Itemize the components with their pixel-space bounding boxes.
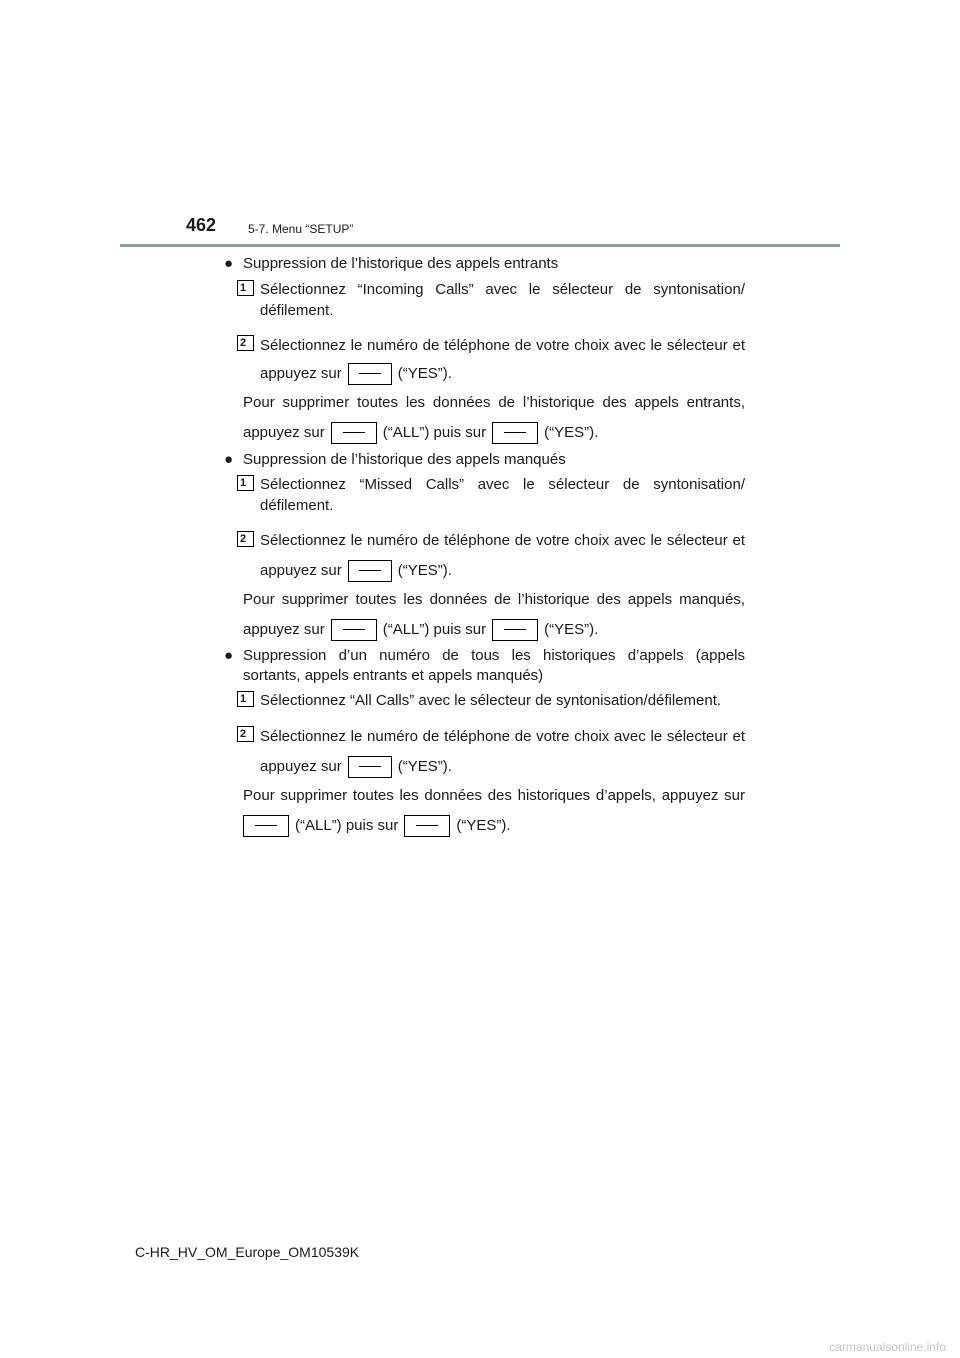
text: (“ALL”) puis sur [382, 423, 487, 441]
section-title: 5-7. Menu “SETUP” [248, 222, 354, 236]
text: (“ALL”) puis sur [295, 816, 399, 834]
note-text-with-buttons [237, 815, 511, 837]
text: (“YES”). [397, 757, 452, 775]
note-text-with-buttons [243, 422, 598, 444]
screen-button-all[interactable] [331, 619, 377, 641]
step-text: Sélectionnez “Missed Calls” avec le sélecteur de syntonisation/ [260, 476, 745, 493]
note-text: Pour supprimer toutes les données des historiques d’appels, appuyez sur [243, 787, 745, 804]
step-text-with-button [260, 756, 452, 778]
section-heading: Suppression de l’historique des appels manqués [243, 451, 566, 468]
step-text: Sélectionnez “Incoming Calls” avec le sélecteur de syntonisation/ [260, 281, 745, 298]
watermark: carmanualsonline.info [829, 1340, 946, 1354]
note-text: Pour supprimer toutes les données de l’historique des appels manqués, [243, 591, 745, 608]
step-number-icon: 2 [237, 531, 254, 547]
step-number-icon: 1 [237, 691, 254, 707]
section-heading: Suppression de l’historique des appels entrants [243, 255, 559, 272]
note-text: Pour supprimer toutes les données de l’historique des appels entrants, [243, 394, 745, 411]
screen-button-yes[interactable] [492, 422, 538, 444]
step-text: Sélectionnez le numéro de téléphone de votre choix avec le sélecteur et [260, 532, 745, 549]
step-number-icon: 1 [237, 475, 254, 491]
screen-button-yes[interactable] [492, 619, 538, 641]
text: appuyez sur [243, 423, 325, 441]
step-text: Sélectionnez le numéro de téléphone de votre choix avec le sélecteur et [260, 728, 745, 745]
step-number-icon: 2 [237, 726, 254, 742]
text: (“YES”). [397, 561, 452, 579]
note-text-with-buttons [243, 619, 598, 641]
screen-button-yes[interactable] [404, 815, 450, 837]
screen-button[interactable] [348, 756, 392, 778]
section-heading: Suppression d’un numéro de tous les historiques d’appels (appels [243, 647, 745, 664]
step-text: défilement. [260, 497, 334, 514]
text: appuyez sur [243, 620, 325, 638]
step-number-icon: 2 [237, 335, 254, 351]
text: (“ALL”) puis sur [382, 620, 487, 638]
text: appuyez sur [260, 757, 342, 775]
step-text-with-button [260, 363, 452, 385]
step-text: Sélectionnez “All Calls” avec le sélecteur de syntonisation/défilement. [260, 692, 722, 709]
page-number: 462 [186, 215, 217, 235]
header-divider [120, 244, 840, 247]
text: appuyez sur [260, 364, 342, 382]
step-number-icon: 1 [237, 280, 254, 296]
bullet-icon: ● [224, 647, 234, 664]
step-text: défilement. [260, 302, 334, 319]
screen-button-all[interactable] [331, 422, 377, 444]
text: appuyez sur [260, 561, 342, 579]
screen-button-all[interactable] [243, 815, 289, 837]
section-heading: sortants, appels entrants et appels manqués) [243, 667, 544, 684]
text: (“YES”). [544, 423, 599, 441]
bullet-icon: ● [224, 255, 234, 272]
bullet-icon: ● [224, 451, 234, 468]
screen-button[interactable] [348, 560, 392, 582]
text: (“YES”). [456, 816, 511, 834]
screen-button[interactable] [348, 363, 392, 385]
step-text-with-button [260, 560, 452, 582]
document-id: C-HR_HV_OM_Europe_OM10539K [135, 1244, 360, 1260]
text: (“YES”). [544, 620, 599, 638]
step-text: Sélectionnez le numéro de téléphone de votre choix avec le sélecteur et [260, 337, 745, 354]
text: (“YES”). [397, 364, 452, 382]
